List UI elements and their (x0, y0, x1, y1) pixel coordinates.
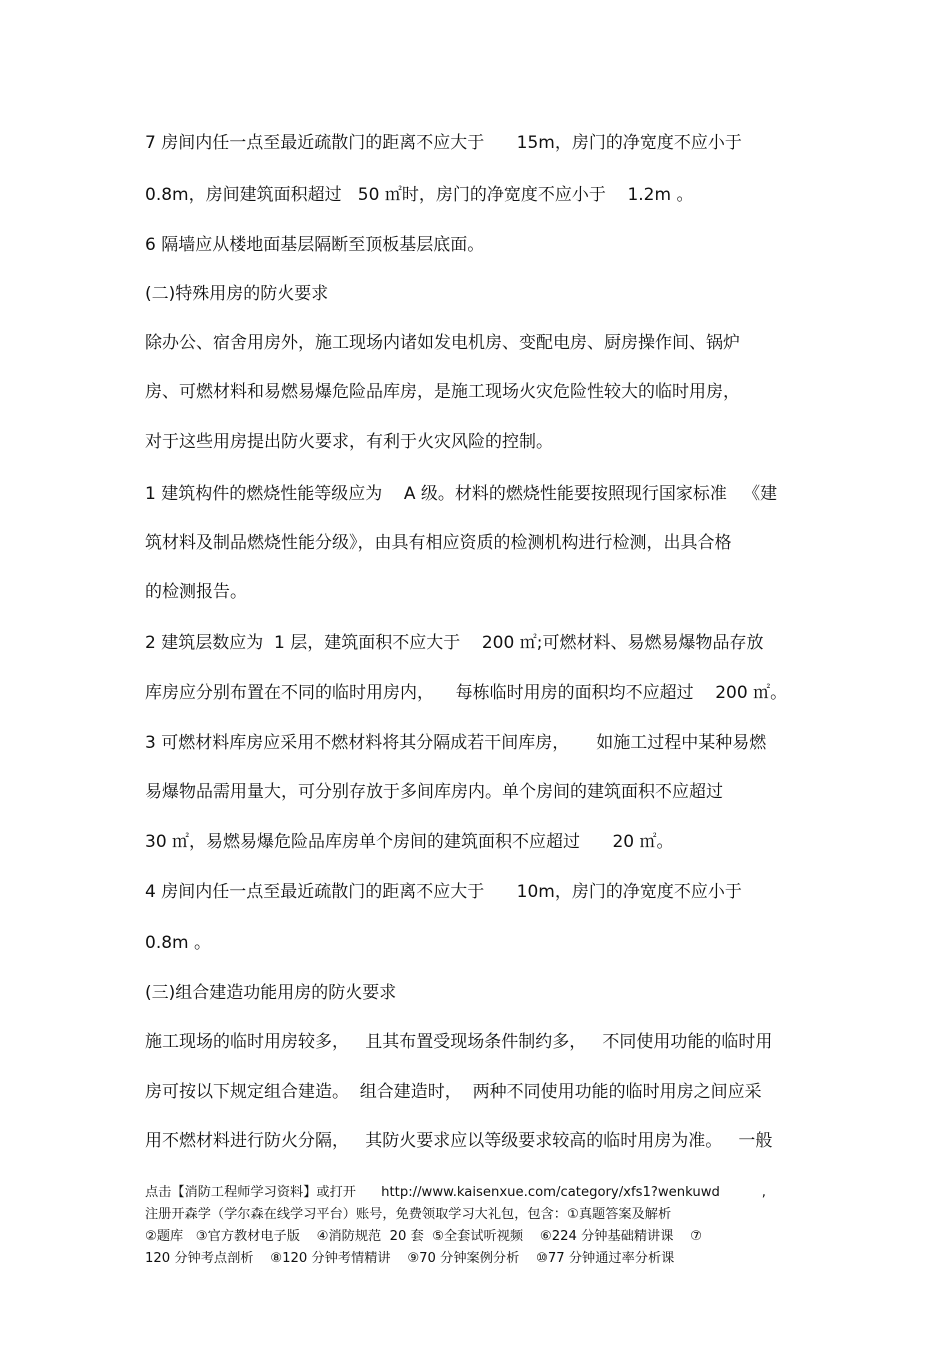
body-line: 0.8m 。 (145, 933, 211, 953)
body-line: 施工现场的临时用房较多， 且其布置受现场条件制约多， 不同使用功能的临时用 (145, 1032, 773, 1052)
body-line: 除办公、宿舍用房外，施工现场内诸如发电机房、变配电房、厨房操作间、锅炉 (145, 333, 740, 353)
promo-footer (145, 1182, 810, 1270)
section-heading: (二)特殊用房的防火要求 (145, 284, 329, 304)
footer-line: 120 分钟考点剖析 ⑧120 分钟考情精讲 ⑨70 分钟案例分析 ⑩77 分钟通过率分析课 (145, 1251, 675, 1266)
body-line: 库房应分别布置在不同的临时用房内， 每栋临时用房的面积均不应超过 200 ㎡。 (145, 683, 788, 703)
body-line: 4 房间内任一点至最近疏散门的距离不应大于 10m，房门的净宽度不应小于 (145, 882, 742, 902)
body-line: 0.8m，房间建筑面积超过 50 ㎡时，房门的净宽度不应小于 1.2m 。 (145, 185, 694, 205)
body-line: 3 可燃材料库房应采用不燃材料将其分隔成若干间库房， 如施工过程中某种易燃 (145, 733, 767, 753)
footer-link-line[interactable]: 点击【消防工程师学习资料】或打开 http://www.kaisenxue.com/category/xfs1?wenkuwd , (145, 1185, 767, 1200)
section-heading: (三)组合建造功能用房的防火要求 (145, 983, 397, 1003)
body-line: 房、可燃材料和易燃易爆危险品库房，是施工现场火灾危险性较大的临时用房， (145, 382, 740, 402)
body-line: 7 房间内任一点至最近疏散门的距离不应大于 15m，房门的净宽度不应小于 (145, 133, 742, 153)
body-line: 房可按以下规定组合建造。 组合建造时， 两种不同使用功能的临时用房之间应采 (145, 1082, 762, 1102)
body-line: 6 隔墙应从楼地面基层隔断至顶板基层底面。 (145, 235, 485, 255)
body-line: 的检测报告。 (145, 582, 247, 602)
footer-line: 注册开森学（学尔森在线学习平台）账号，免费领取学习大礼包，包含：①真题答案及解析 (145, 1207, 672, 1222)
body-line: 2 建筑层数应为 1 层，建筑面积不应大于 200 ㎡;可燃材料、易燃易爆物品存放 (145, 633, 764, 653)
body-line: 用不燃材料进行防火分隔， 其防火要求应以等级要求较高的临时用房为准。 一般 (145, 1131, 773, 1151)
body-line: 1 建筑构件的燃烧性能等级应为 A 级。材料的燃烧性能要按照现行国家标准 《建 (145, 484, 778, 504)
body-line: 对于这些用房提出防火要求，有利于火灾风险的控制。 (145, 432, 553, 452)
body-line: 易爆物品需用量大，可分别存放于多间库房内。单个房间的建筑面积不应超过 (145, 782, 723, 802)
footer-line: ②题库 ③官方教材电子版 ④消防规范 20 套 ⑤全套试听视频 ⑥224 分钟基础精讲课 ⑦ (145, 1229, 702, 1244)
body-line: 筑材料及制品燃烧性能分级》，由具有相应资质的检测机构进行检测，出具合格 (145, 533, 732, 553)
body-line: 30 ㎡，易燃易爆危险品库房单个房间的建筑面积不应超过 20 ㎡。 (145, 832, 674, 852)
